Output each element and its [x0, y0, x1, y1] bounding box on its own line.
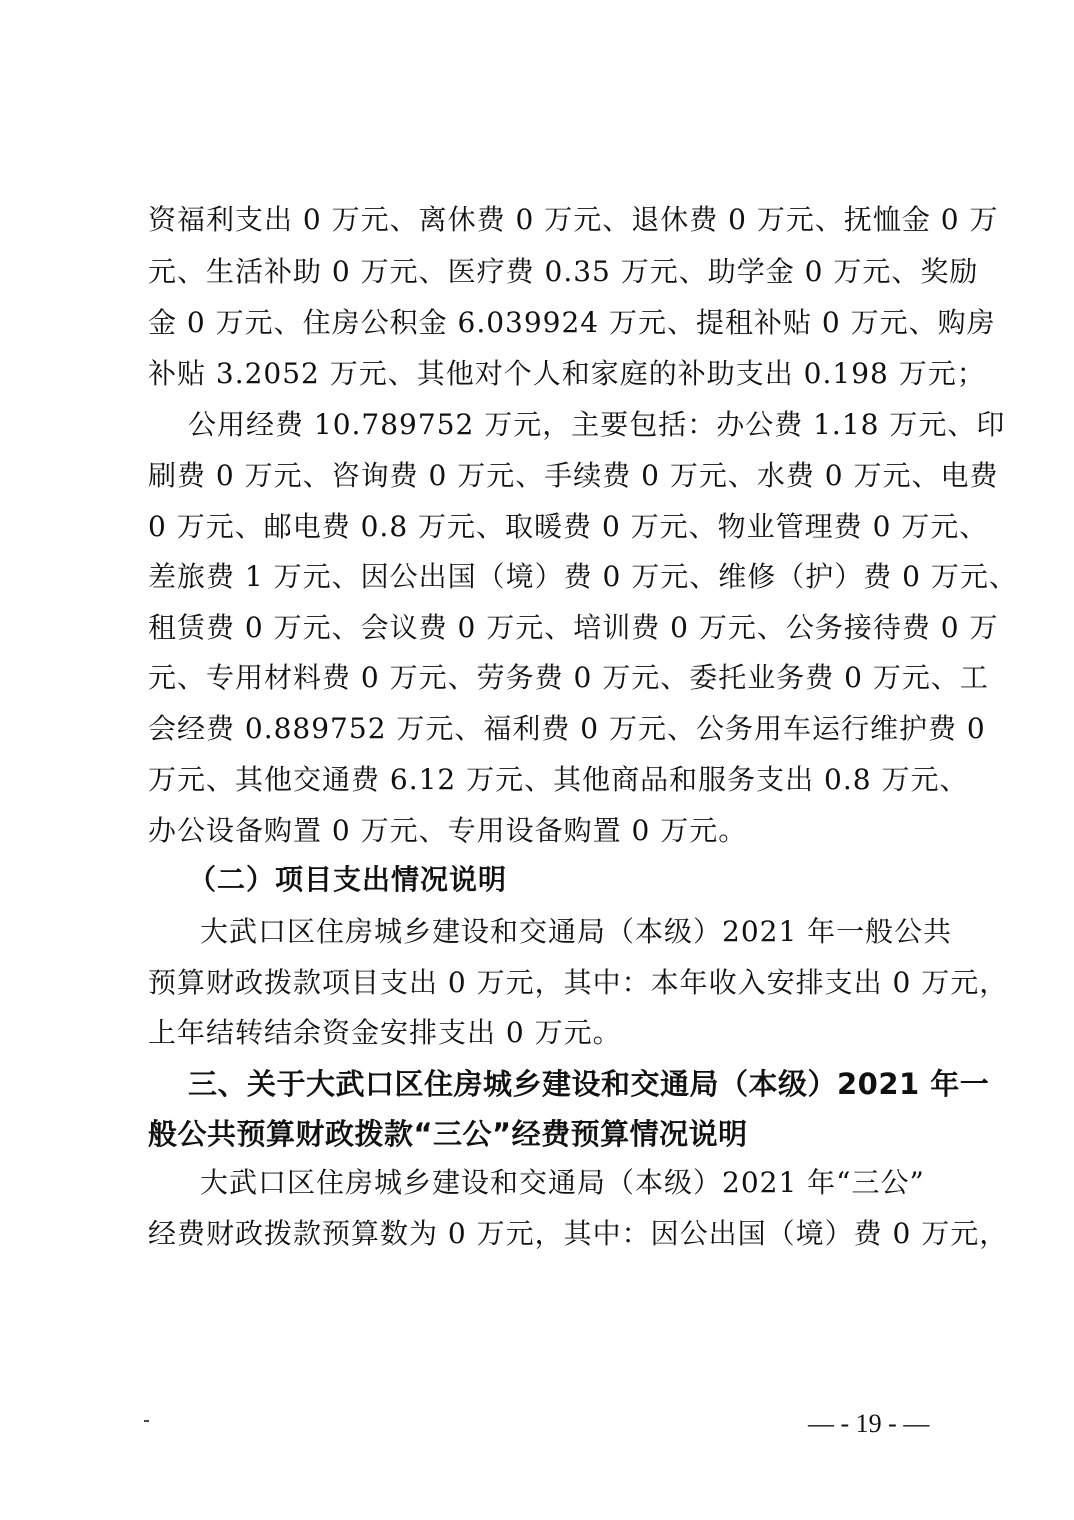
paragraph-line: 办公设备购置 0 万元、专用设备购置 0 万元。: [148, 814, 748, 847]
paragraph-line: 预算财政拨款项目支出 0 万元，其中：本年收入安排支出 0 万元，: [148, 966, 1009, 999]
paragraph-line: 经费财政拨款预算数为 0 万元，其中：因公出国（境）费 0 万元，: [148, 1217, 1009, 1250]
paragraph-line: 大武口区住房城乡建设和交通局（本级）2021 年“三公”: [200, 1166, 925, 1199]
paragraph-line: 差旅费 1 万元、因公出国（境）费 0 万元、维修（护）费 0 万元、: [148, 560, 1018, 593]
paragraph-line: 租赁费 0 万元、会议费 0 万元、培训费 0 万元、公务接待费 0 万: [148, 611, 999, 644]
section-heading: 般公共预算财政拨款“三公”经费预算情况说明: [148, 1117, 748, 1151]
paragraph-line: 大武口区住房城乡建设和交通局（本级）2021 年一般公共: [200, 915, 953, 948]
section-subheading: （二）项目支出情况说明: [188, 863, 508, 896]
margin-mark: [144, 1420, 149, 1422]
paragraph-line: 金 0 万元、住房公积金 6.039924 万元、提租补贴 0 万元、购房: [148, 306, 996, 339]
paragraph-line: 公用经费 10.789752 万元，主要包括：办公费 1.18 万元、印: [188, 408, 1006, 441]
paragraph-line: 刷费 0 万元、咨询费 0 万元、手续费 0 万元、水费 0 万元、电费: [148, 459, 999, 492]
paragraph-line: 上年结转结余资金安排支出 0 万元。: [148, 1016, 622, 1049]
paragraph-line: 会经费 0.889752 万元、福利费 0 万元、公务用车运行维护费 0: [148, 712, 986, 745]
page-number: — - 19 - —: [808, 1409, 930, 1438]
paragraph-line: 万元、其他交通费 6.12 万元、其他商品和服务支出 0.8 万元、: [148, 763, 969, 796]
paragraph-line: 资福利支出 0 万元、离休费 0 万元、退休费 0 万元、抚恤金 0 万: [148, 203, 999, 236]
section-heading: 三、关于大武口区住房城乡建设和交通局（本级）2021 年一: [188, 1067, 990, 1101]
paragraph-line: 补贴 3.2052 万元、其他对个人和家庭的补助支出 0.198 万元；: [148, 357, 986, 390]
paragraph-line: 0 万元、邮电费 0.8 万元、取暖费 0 万元、物业管理费 0 万元、: [148, 510, 989, 543]
paragraph-line: 元、生活补助 0 万元、医疗费 0.35 万元、助学金 0 万元、奖励: [148, 255, 979, 288]
paragraph-line: 元、专用材料费 0 万元、劳务费 0 万元、委托业务费 0 万元、工: [148, 661, 989, 694]
